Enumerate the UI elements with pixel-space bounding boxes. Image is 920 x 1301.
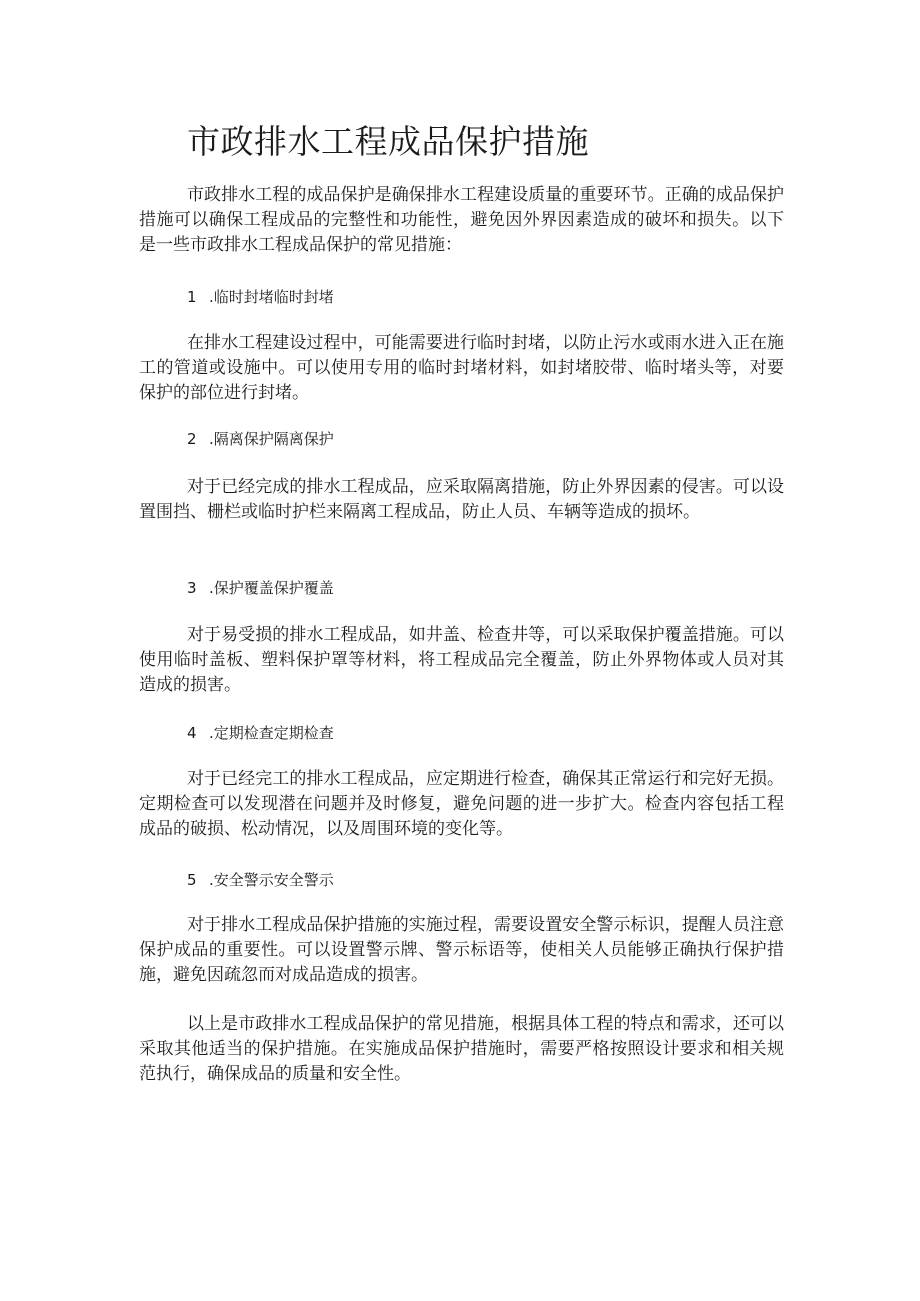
section-4-title: .定期检查定期检查 [209,724,334,742]
section-1-body: 在排水工程建设过程中，可能需要进行临时封堵，以防止污水或雨水进入正在施工的管道或设施中。可以使用专用的临时封堵材料，如封堵胶带、临时堵头等，对要保护的部位进行封堵。 [139,333,784,403]
section-5-number: 5 [187,871,197,889]
intro-paragraph: 市政排水工程的成品保护是确保排水工程建设质量的重要环节。正确的成品保护措施可以确保工程成品的完整性和功能性，避免因外界因素造成的破坏和损失。以下是一些市政排水工程成品保护的常见措施： [139,185,784,255]
section-3-body: 对于易受损的排水工程成品，如井盖、检查井等，可以采取保护覆盖措施。可以使用临时盖板、塑料保护罩等材料，将工程成品完全覆盖，防止外界物体或人员对其造成的损害。 [139,625,784,695]
section-2-heading [187,428,334,450]
section-5-title: .安全警示安全警示 [209,871,334,889]
section-4-number: 4 [187,724,197,742]
section-2-body: 对于已经完成的排水工程成品，应采取隔离措施，防止外界因素的侵害。可以设置围挡、栅栏或临时护栏来隔离工程成品，防止人员、车辆等造成的损坏。 [139,477,784,522]
section-1-heading [187,286,334,308]
section-3-title: .保护覆盖保护覆盖 [209,579,334,597]
document-title: 市政排水工程成品保护措施 [187,122,589,161]
section-5-body: 对于排水工程成品保护措施的实施过程，需要设置安全警示标识，提醒人员注意保护成品的重要性。可以设置警示牌、警示标语等，使相关人员能够正确执行保护措施，避免因疏忽而对成品造成的损害。 [139,915,784,985]
section-3-heading [187,577,334,599]
section-4-heading [187,722,334,744]
section-1-title: .临时封堵临时封堵 [209,288,334,306]
section-5-heading [187,869,334,891]
section-4-body: 对于已经完工的排水工程成品，应定期进行检查，确保其正常运行和完好无损。定期检查可以发现潜在问题并及时修复，避免问题的进一步扩大。检查内容包括工程成品的破损、松动情况，以及周围环境的变化等。 [139,769,784,839]
conclusion-paragraph: 以上是市政排水工程成品保护的常见措施，根据具体工程的特点和需求，还可以采取其他适当的保护措施。在实施成品保护措施时，需要严格按照设计要求和相关规范执行，确保成品的质量和安全性。 [139,1014,784,1084]
section-1-number: 1 [187,288,197,306]
section-3-number: 3 [187,579,197,597]
section-2-title: .隔离保护隔离保护 [209,430,334,448]
section-2-number: 2 [187,430,197,448]
